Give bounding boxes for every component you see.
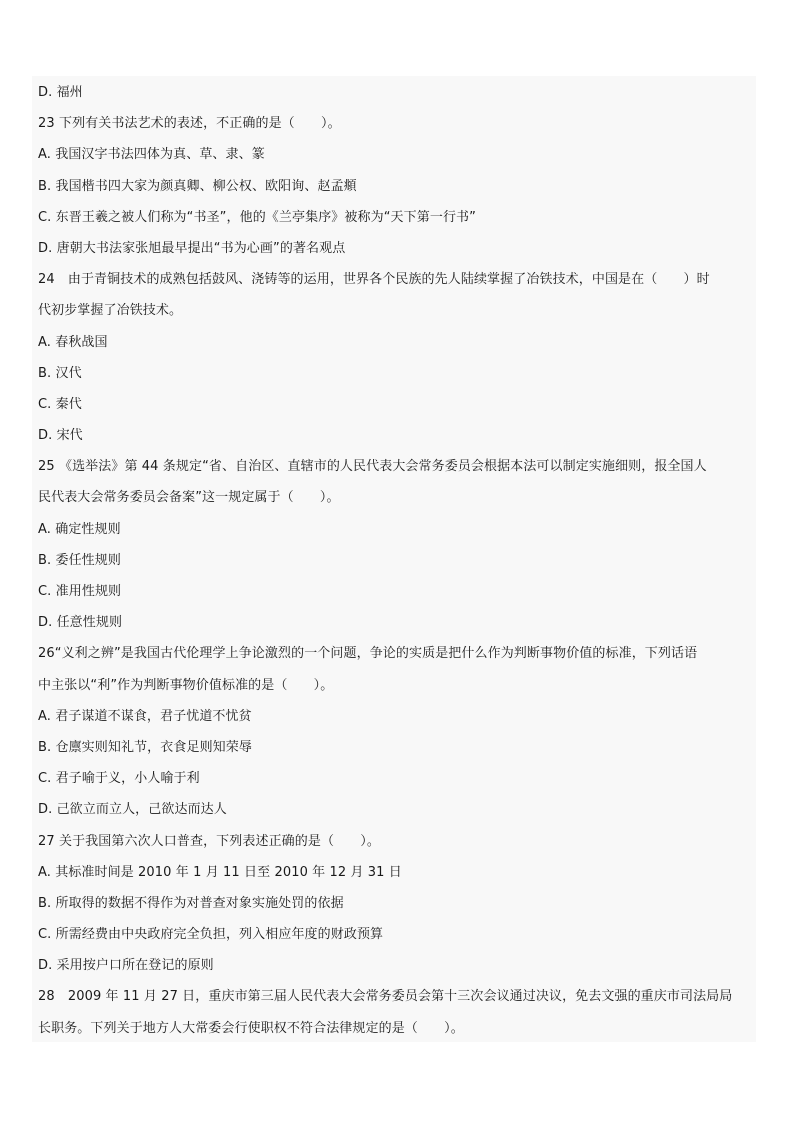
question-23: 23 下列有关书法艺术的表述，不正确的是（ ）。 [38,116,341,132]
question-26-line-2: 中主张以“利”作为判断事物价值标准的是（ ）。 [38,677,334,693]
option-c-q25: C. 准用性规则 [38,584,122,599]
option-a-q24: A. 春秋战国 [38,334,108,350]
option-b-q24: B. 汉代 [38,365,82,381]
option-c-q27: C. 所需经费由中央政府完全负担，列入相应年度的财政预算 [38,927,384,943]
option-b-q26: B. 仓廪实则知礼节，衣食足则知荣辱 [38,739,252,755]
question-28-line-2: 长职务。下列关于地方人大常委会行使职权不符合法律规定的是（ ）。 [38,1020,464,1036]
option-c-q23: C. 东晋王羲之被人们称为“书圣”，他的《兰亭集序》被称为“天下第一行书” [38,209,476,225]
option-d-q24: D. 宋代 [38,428,83,444]
question-24-line-1: 24 由于青铜技术的成熟包括鼓风、浇铸等的运用，世界各个民族的先人陆续掌握了冶铁技术，中国是在（ ）时 [38,272,710,288]
question-26-line-1: 26“义利之辨”是我国古代伦理学上争论激烈的一个问题，争论的实质是把什么作为判断事物价值的标准，下列话语 [38,646,698,662]
option-d-q22: D. 福州 [38,85,83,100]
option-a-q27: A. 其标准时间是 2010 年 1 月 11 日至 2010 年 12 月 31 日 [38,864,402,880]
question-25-line-1: 25 《选举法》第 44 条规定“省、自治区、直辖市的人民代表大会常务委员会根据本法可以制定实施细则，报全国人 [38,459,707,475]
option-b-q25: B. 委任性规则 [38,552,121,568]
option-b-q23: B. 我国楷书四大家为颜真卿、柳公权、欧阳询、赵孟頫 [38,178,357,194]
question-28-line-1: 28 2009 年 11 月 27 日，重庆市第三届人民代表大会常务委员会第十三次会议通过决议，免去文强的重庆市司法局局 [38,989,733,1005]
option-b-q27: B. 所取得的数据不得作为对普查对象实施处罚的依据 [38,895,344,911]
question-27: 27 关于我国第六次人口普查，下列表述正确的是（ ）。 [38,833,380,849]
document-body [38,77,752,1044]
question-24-line-2: 代初步掌握了冶铁技术。 [38,303,183,319]
option-a-q26: A. 君子谋道不谋食，君子忧道不忧贫 [38,708,252,724]
option-d-q23: D. 唐朝大书法家张旭最早提出“书为心画”的著名观点 [38,240,346,256]
question-25-line-2: 民代表大会常务委员会备案”这一规定属于（ ）。 [38,490,340,506]
option-a-q25: A. 确定性规则 [38,521,121,537]
option-d-q27: D. 采用按户口所在登记的原则 [38,958,214,974]
option-c-q26: C. 君子喻于义，小人喻于利 [38,771,200,787]
option-d-q26: D. 己欲立而立人，己欲达而达人 [38,802,227,818]
option-d-q25: D. 任意性规则 [38,615,123,631]
option-a-q23: A. 我国汉字书法四体为真、草、隶、篆 [38,147,265,163]
option-c-q24: C. 秦代 [38,396,82,412]
